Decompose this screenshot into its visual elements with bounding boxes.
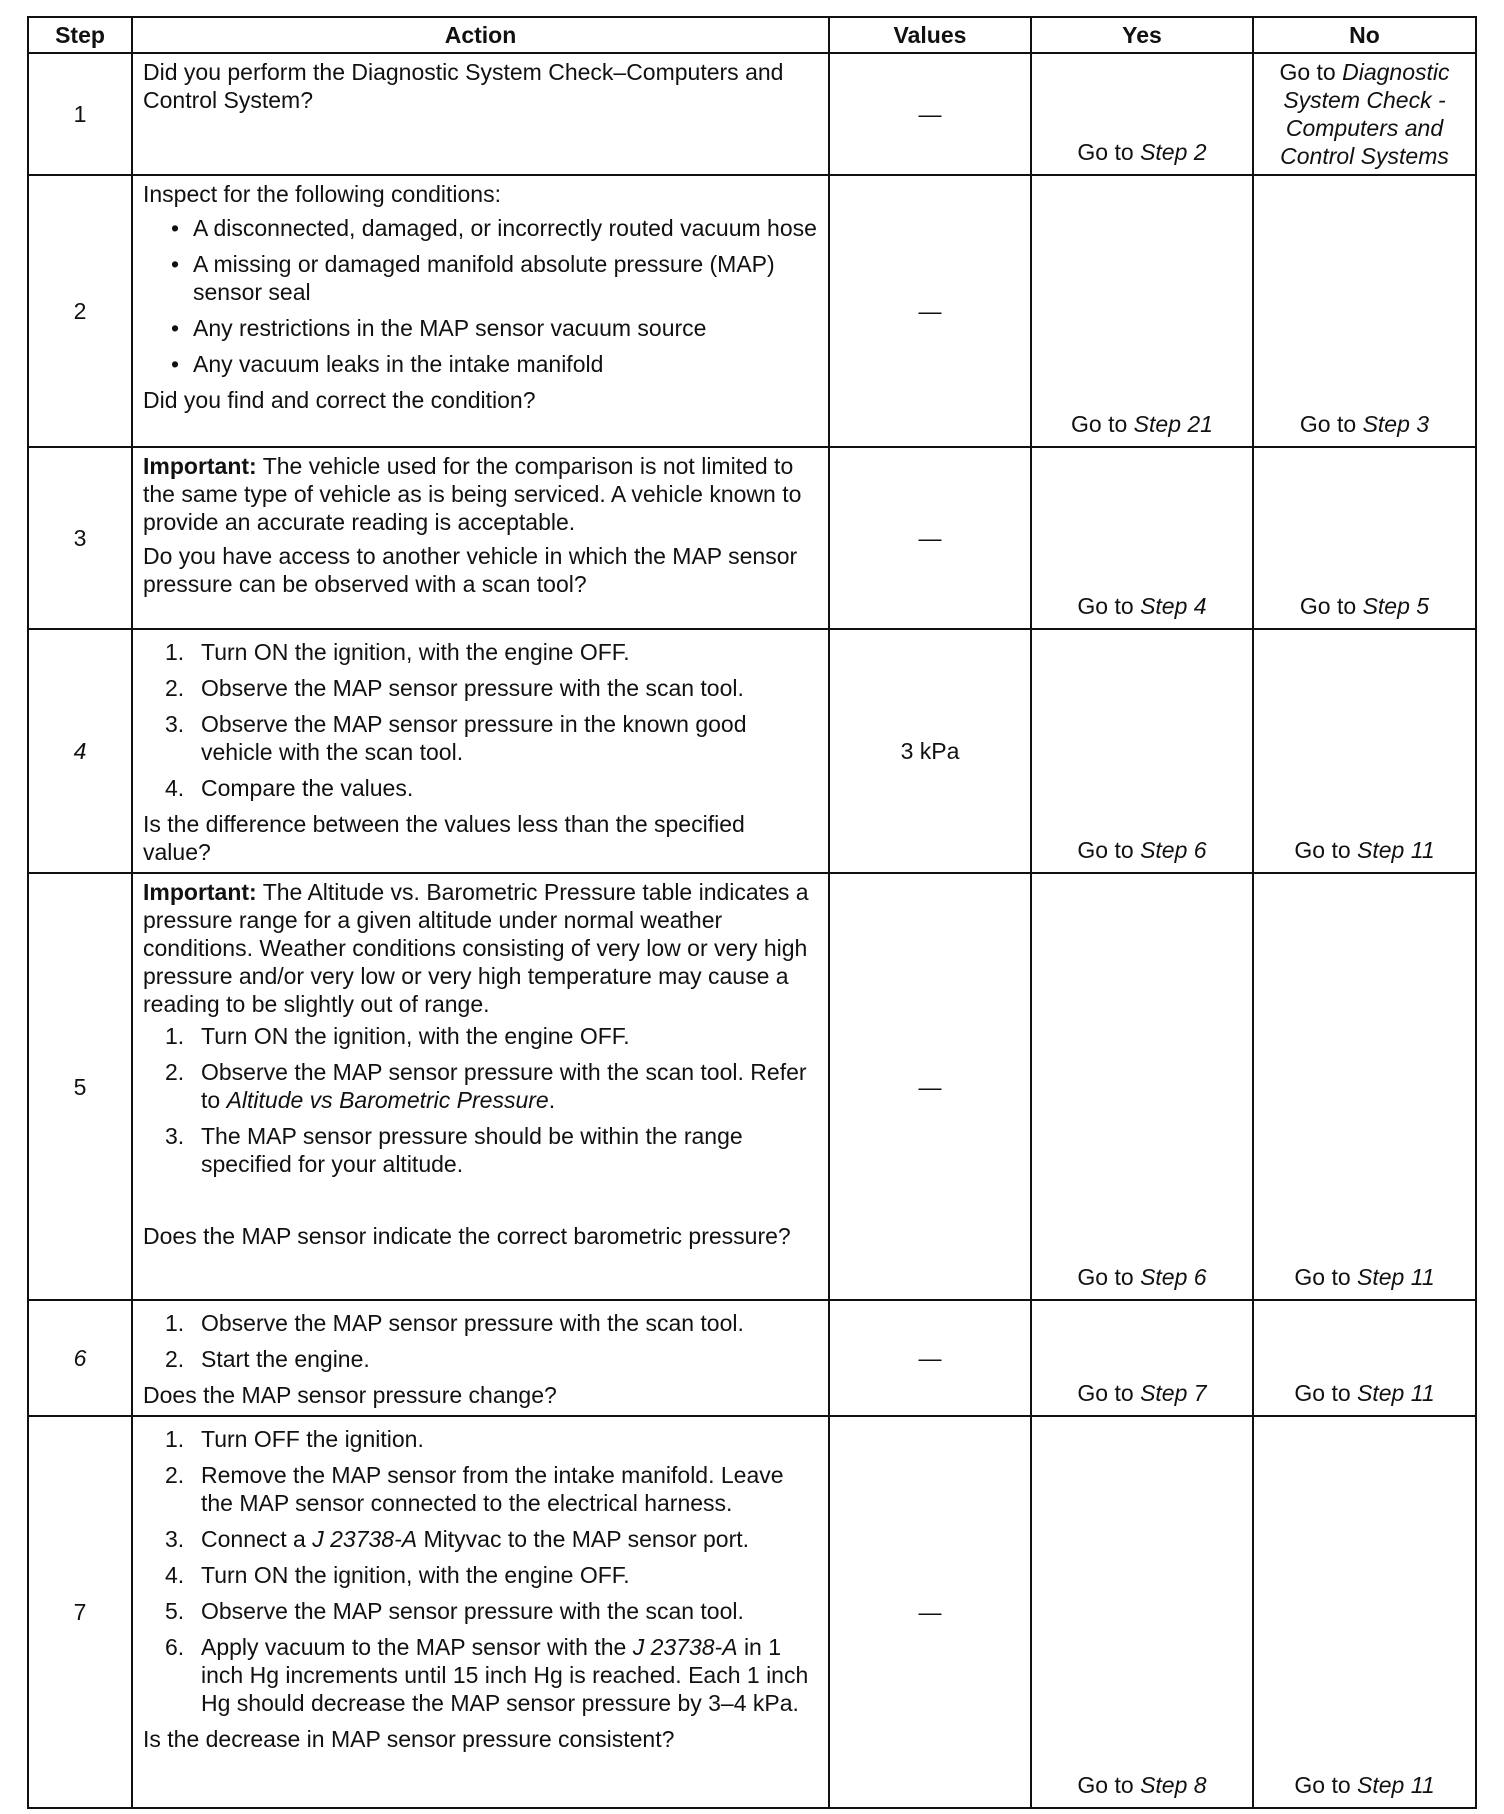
- step-number: 3: [28, 447, 132, 629]
- list-item: • Any restrictions in the MAP sensor vacuum source: [143, 314, 818, 342]
- important-label: Important:: [143, 879, 257, 905]
- table-row-step-5: [28, 873, 1476, 1300]
- yes-step-link[interactable]: Step 6: [1140, 837, 1207, 863]
- no-cell: Go to Step 11: [1253, 1416, 1476, 1808]
- list-item: 4. Compare the values.: [165, 775, 414, 801]
- yes-cell: Go to Step 2: [1031, 53, 1253, 175]
- no-cell: Go to Step 11: [1253, 1300, 1476, 1416]
- procedure-list: [143, 1309, 818, 1373]
- procedure-list: [143, 638, 818, 802]
- action-question: Does the MAP sensor pressure change?: [143, 1382, 557, 1408]
- yes-cell: Go to Step 6: [1031, 629, 1253, 873]
- action-question: Is the decrease in MAP sensor pressure consistent?: [143, 1726, 675, 1752]
- tool-reference: J 23738-A: [632, 1634, 738, 1660]
- yes-step-link[interactable]: Step 21: [1133, 411, 1213, 437]
- value-cell: —: [829, 1416, 1031, 1808]
- no-cell: Go to Step 3: [1253, 175, 1476, 447]
- yes-step-link[interactable]: Step 2: [1140, 139, 1207, 165]
- step-number: 7: [28, 1416, 132, 1808]
- list-item: 1. Observe the MAP sensor pressure with the scan tool.: [165, 1310, 744, 1336]
- table-row-step-1: [28, 53, 1476, 175]
- list-item: 2. Start the engine.: [165, 1346, 370, 1372]
- yes-step-link[interactable]: Step 7: [1140, 1380, 1207, 1406]
- no-step-link[interactable]: Step 11: [1357, 1380, 1435, 1406]
- action-cell: [132, 1300, 829, 1416]
- procedure-list: [143, 1022, 818, 1178]
- yes-cell: Go to Step 8: [1031, 1416, 1253, 1808]
- header-values: Values: [829, 17, 1031, 53]
- action-cell: [132, 447, 829, 629]
- value-cell: —: [829, 175, 1031, 447]
- list-item: 2. Observe the MAP sensor pressure with the scan tool.: [165, 675, 744, 701]
- yes-cell: Go to Step 7: [1031, 1300, 1253, 1416]
- list-item: 3. Connect a J 23738-A Mityvac to the MAP sensor port.: [165, 1526, 750, 1552]
- value-cell: —: [829, 873, 1031, 1300]
- value-cell: 3 kPa: [829, 629, 1031, 873]
- header-row: [28, 17, 1476, 53]
- step-number: 4: [28, 629, 132, 873]
- list-item: 1. Turn ON the ignition, with the engine OFF.: [165, 1023, 630, 1049]
- action-question: Did you find and correct the condition?: [143, 387, 536, 413]
- action-cell: [132, 873, 829, 1300]
- no-procedure-link[interactable]: Diagnostic System Check - Computers and Control Systems: [1280, 59, 1450, 169]
- list-item: • A disconnected, damaged, or incorrectly routed vacuum hose: [143, 214, 818, 242]
- step-number: 1: [28, 53, 132, 175]
- action-question: Does the MAP sensor indicate the correct barometric pressure?: [143, 1223, 791, 1249]
- no-cell: Go to Step 11: [1253, 629, 1476, 873]
- important-note: Important: The Altitude vs. Barometric Pressure table indicates a pressure range for a given altitude under normal weather conditions. Weather conditions consisting of very low or very high pressure and/or very low or very high temperature may cause a reading to be slightly out of range.: [143, 879, 809, 1017]
- step-number: 5: [28, 873, 132, 1300]
- important-label: Important:: [143, 453, 257, 479]
- list-item: 1. Turn OFF the ignition.: [165, 1426, 424, 1452]
- list-item: 3. Observe the MAP sensor pressure in the known good vehicle with the scan tool.: [165, 711, 747, 765]
- yes-step-link[interactable]: Step 4: [1140, 593, 1207, 619]
- yes-step-link[interactable]: Step 6: [1140, 1264, 1207, 1290]
- diagnostic-table: [27, 16, 1477, 1809]
- no-cell: Go to Step 11: [1253, 873, 1476, 1300]
- value-cell: —: [829, 447, 1031, 629]
- value-cell: —: [829, 53, 1031, 175]
- yes-cell: Go to Step 21: [1031, 175, 1253, 447]
- step-number: 2: [28, 175, 132, 447]
- table-row-step-7: [28, 1416, 1476, 1808]
- list-item: 6. Apply vacuum to the MAP sensor with the J 23738-A in 1 inch Hg increments until 15 inch Hg is reached. Each 1 inch Hg should decrease the MAP sensor pressure by 3–4 kPa.: [165, 1634, 809, 1716]
- no-cell: Go to Diagnostic System Check - Computers and Control Systems: [1253, 53, 1476, 175]
- list-item: 1. Turn ON the ignition, with the engine OFF.: [165, 639, 630, 665]
- list-item: • Any vacuum leaks in the intake manifold: [143, 350, 818, 378]
- header-no: No: [1253, 17, 1476, 53]
- no-step-link[interactable]: Step 5: [1362, 593, 1430, 619]
- yes-cell: Go to Step 4: [1031, 447, 1253, 629]
- condition-list: [143, 214, 818, 378]
- table-row-step-2: [28, 175, 1476, 447]
- list-item: 5. Observe the MAP sensor pressure with the scan tool.: [165, 1598, 744, 1624]
- no-step-link[interactable]: Step 11: [1357, 837, 1435, 863]
- action-question: Did you perform the Diagnostic System Check–Computers and Control System?: [143, 59, 784, 113]
- header-action: Action: [132, 17, 829, 53]
- action-cell: [132, 53, 829, 175]
- list-item: 2. Remove the MAP sensor from the intake manifold. Leave the MAP sensor connected to the electrical harness.: [165, 1462, 784, 1516]
- action-cell: [132, 629, 829, 873]
- table-row-step-3: [28, 447, 1476, 629]
- yes-step-link[interactable]: Step 8: [1140, 1772, 1207, 1798]
- value-cell: —: [829, 1300, 1031, 1416]
- no-cell: Go to Step 5: [1253, 447, 1476, 629]
- action-cell: [132, 175, 829, 447]
- action-question: Is the difference between the values less than the specified value?: [143, 811, 745, 865]
- reference-link[interactable]: Altitude vs Barometric Pressure: [226, 1087, 549, 1113]
- list-item: 2. Observe the MAP sensor pressure with the scan tool. Refer to Altitude vs Barometric Pressure.: [165, 1059, 807, 1113]
- important-note: Important: The vehicle used for the comparison is not limited to the same type of vehicle as is being serviced. A vehicle known to provide an accurate reading is acceptable.: [143, 453, 802, 535]
- action-question: Do you have access to another vehicle in which the MAP sensor pressure can be observed with a scan tool?: [143, 543, 798, 597]
- yes-cell: Go to Step 6: [1031, 873, 1253, 1300]
- no-step-link[interactable]: Step 11: [1357, 1264, 1435, 1290]
- table-row-step-6: [28, 1300, 1476, 1416]
- no-step-link[interactable]: Step 3: [1362, 411, 1430, 437]
- header-step: Step: [28, 17, 132, 53]
- list-item: • A missing or damaged manifold absolute pressure (MAP) sensor seal: [143, 250, 818, 306]
- no-step-link[interactable]: Step 11: [1357, 1772, 1435, 1798]
- table-row-step-4: [28, 629, 1476, 873]
- list-item: 4. Turn ON the ignition, with the engine OFF.: [165, 1562, 630, 1588]
- header-yes: Yes: [1031, 17, 1253, 53]
- list-item: 3. The MAP sensor pressure should be within the range specified for your altitude.: [165, 1123, 743, 1177]
- action-cell: [132, 1416, 829, 1808]
- step-number: 6: [28, 1300, 132, 1416]
- procedure-list: [143, 1425, 818, 1717]
- tool-reference: J 23738-A: [312, 1526, 418, 1552]
- action-intro: Inspect for the following conditions:: [143, 181, 501, 207]
